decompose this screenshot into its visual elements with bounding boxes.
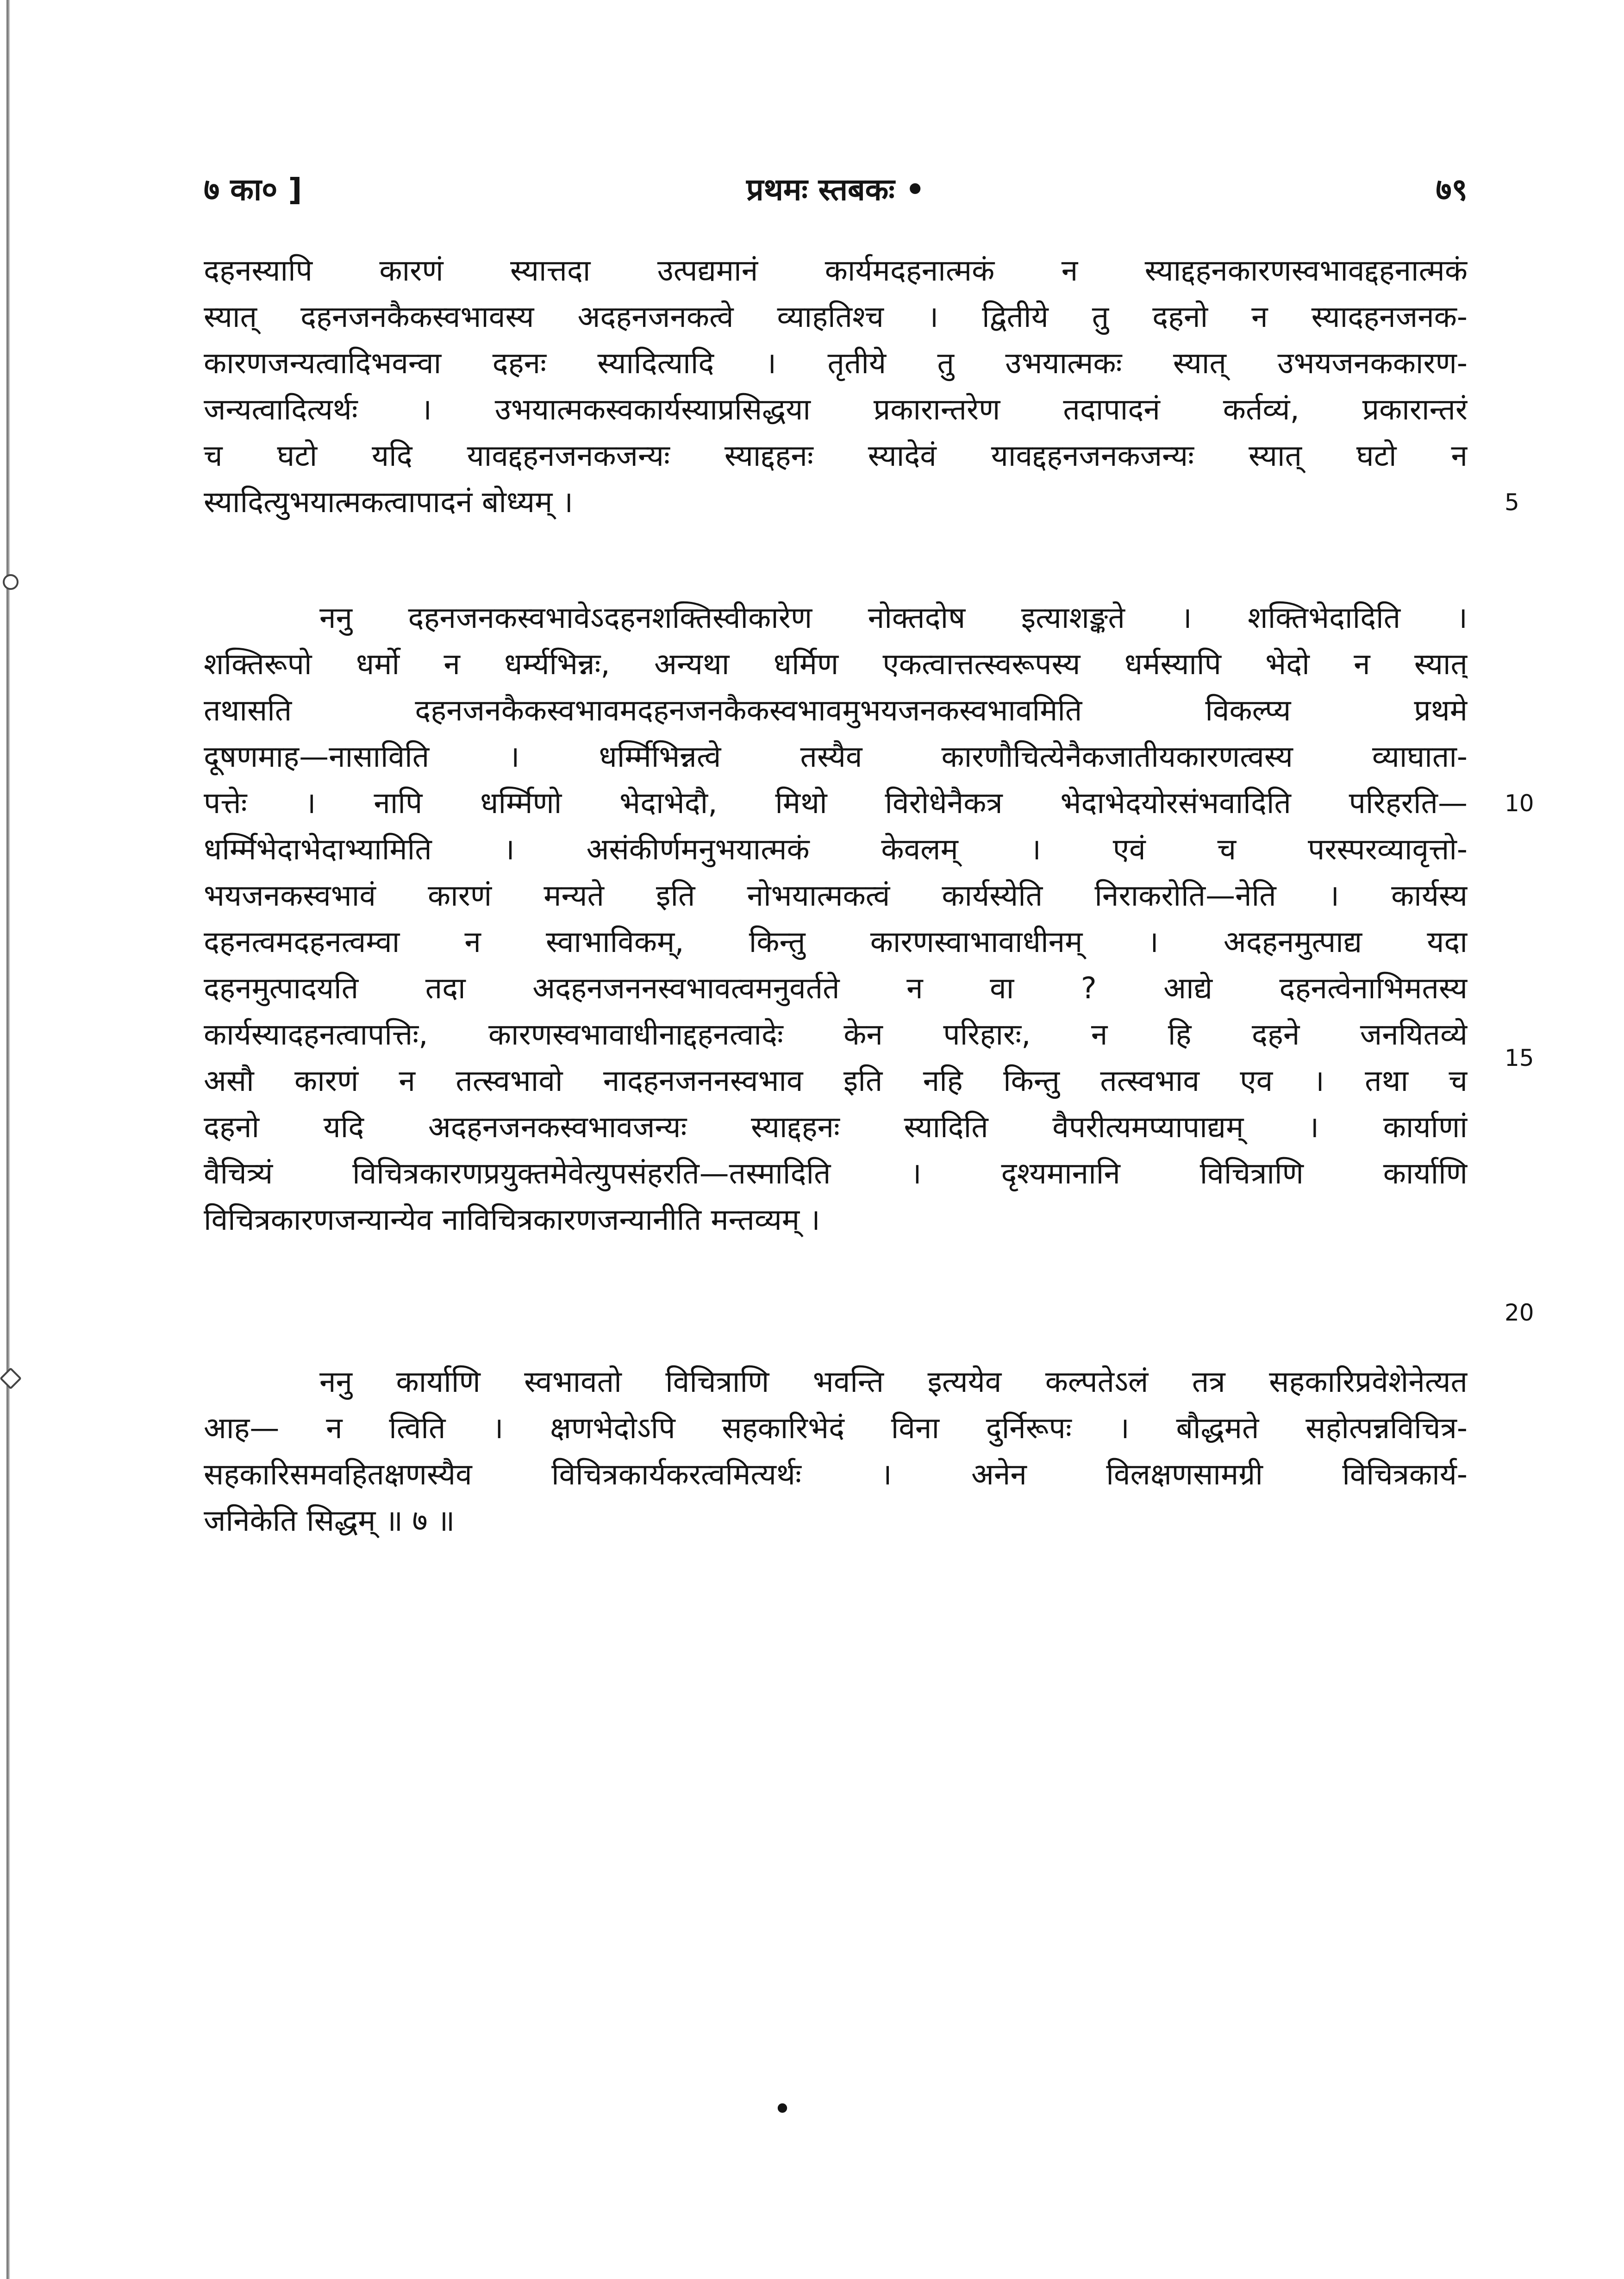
text-line: दूषणमाह—नासाविति । धर्म्मिभिन्नत्वे तस्यैव कारणौचित्येनैकजातीयकारणत्वस्य व्याघाता- xyxy=(204,740,1468,774)
header-section-ref: ७ का० ] xyxy=(204,172,302,207)
text-line: जनिकेति सिद्धम् ॥ ७ ॥ xyxy=(204,1504,455,1538)
text-line: वैचित्र्यं विचित्रकारणप्रयुक्तमेवेत्युपसंहरति—तस्मादिति । दृश्यमानानि विचित्राणि कार्याणि xyxy=(204,1157,1468,1191)
text-line: स्यादित्युभयात्मकत्वापादनं बोध्यम् । xyxy=(204,485,573,520)
binding-hole-mark xyxy=(0,1367,22,1390)
text-line: च घटो यदि यावद्दहनजनकजन्यः स्याद्दहनः स्यादेवं यावद्दहनजनकजन्यः स्यात् घटो न xyxy=(204,439,1468,473)
text-line: पत्तेः । नापि धर्म्मिणो भेदाभेदौ, मिथो विरोधेनैकत्र भेदाभेदयोरसंभवादिति परिहरति— xyxy=(204,786,1468,820)
text-line: धर्म्मिभेदाभेदाभ्यामिति । असंकीर्णमनुभयात्मकं केवलम् । एवं च परस्परव्यावृत्तो- xyxy=(204,833,1468,867)
paragraph-1 xyxy=(204,248,1468,526)
running-header xyxy=(204,167,1468,213)
text-line: असौ कारणं न तत्स्वभावो नादहनजननस्वभाव इति नहि किन्तु तत्स्वभाव एव । तथा च xyxy=(204,1064,1468,1098)
binding-edge xyxy=(6,0,10,2279)
binding-hole-mark xyxy=(3,574,19,590)
line-number: 5 xyxy=(1505,489,1519,516)
text-line: स्यात् दहनजनकैकस्वभावस्य अदहनजनकत्वे व्याहतिश्च । द्वितीये तु दहनो न स्यादहनजनक- xyxy=(204,300,1468,334)
paragraph-3 xyxy=(204,1359,1468,1544)
line-number: 10 xyxy=(1505,790,1534,817)
text-line: दहनस्यापि कारणं स्यात्तदा उत्पद्यमानं कार्यमदहनात्मकं न स्याद्दहनकारणस्वभावद्दहनात्मकं xyxy=(204,254,1468,288)
page-number: ७९ xyxy=(1436,172,1468,207)
footer-signature-mark: • xyxy=(773,2090,792,2128)
text-line: दहनो यदि अदहनजनकस्वभावजन्यः स्याद्दहनः स्यादिति वैपरीत्यमप्यापाद्यम् । कार्याणां xyxy=(204,1110,1468,1145)
text-line: कारणजन्यत्वादिभवन्वा दहनः स्यादित्यादि । तृतीये तु उभयात्मकः स्यात् उभयजनककारण- xyxy=(204,346,1468,381)
text-line: दहनमुत्पादयति तदा अदहनजननस्वभावत्वमनुवर्तते न वा ? आद्ये दहनत्वेनाभिमतस्य xyxy=(204,971,1468,1006)
line-number: 15 xyxy=(1505,1045,1534,1071)
text-line: भयजनकस्वभावं कारणं मन्यते इति नोभयात्मकत्वं कार्यस्येति निराकरोति—नेति । कार्यस्य xyxy=(204,879,1468,913)
text-line: कार्यस्यादहनत्वापत्तिः, कारणस्वभावाधीनाद्दहनत्वादेः केन परिहारः, न हि दहने जनयितव्ये xyxy=(204,1018,1468,1052)
text-line: दहनत्वमदहनत्वम्वा न स्वाभाविकम्, किन्तु कारणस्वाभावाधीनम् । अदहनमुत्पाद्य यदा xyxy=(204,925,1468,959)
line-number: 20 xyxy=(1505,1299,1534,1326)
header-chapter-title: प्रथमः स्तबकः • xyxy=(746,172,925,207)
text-line: विचित्रकारणजन्यान्येव नाविचित्रकारणजन्यानीति मन्तव्यम् । xyxy=(204,1203,820,1237)
text-line: आह— न त्विति । क्षणभेदोऽपि सहकारिभेदं विना दुर्निरूपः । बौद्धमते सहोत्पन्नविचित्र- xyxy=(204,1411,1468,1446)
text-line: शक्तिरूपो धर्मो न धर्म्यभिन्नः, अन्यथा धर्मिण एकत्वात्तत्स्वरूपस्य धर्मस्यापि भेदो न स्यात् xyxy=(204,647,1468,682)
text-line: ननु कार्याणि स्वभावतो विचित्राणि भवन्ति इत्ययेव कल्पतेऽलं तत्र सहकारिप्रवेशेनेत्यत xyxy=(319,1365,1468,1399)
text-line: ननु दहनजनकस्वभावेऽदहनशक्तिस्वीकारेण नोक्तदोष इत्याशङ्कते । शक्तिभेदादिति । xyxy=(319,601,1468,635)
text-line: जन्यत्वादित्यर्थः । उभयात्मकस्वकार्यस्याप्रसिद्धया प्रकारान्तरेण तदापादनं कर्तव्यं, प्रकारान्तरं xyxy=(204,393,1468,427)
text-line: तथासति दहनजनकैकस्वभावमदहनजनकैकस्वभावमुभयजनकस्वभावमिति विकल्प्य प्रथमे xyxy=(204,694,1468,728)
text-line: सहकारिसमवहितक्षणस्यैव विचित्रकार्यकरत्वमित्यर्थः । अनेन विलक्षणसामग्री विचित्रकार्य- xyxy=(204,1458,1468,1492)
paragraph-2 xyxy=(204,595,1468,1243)
